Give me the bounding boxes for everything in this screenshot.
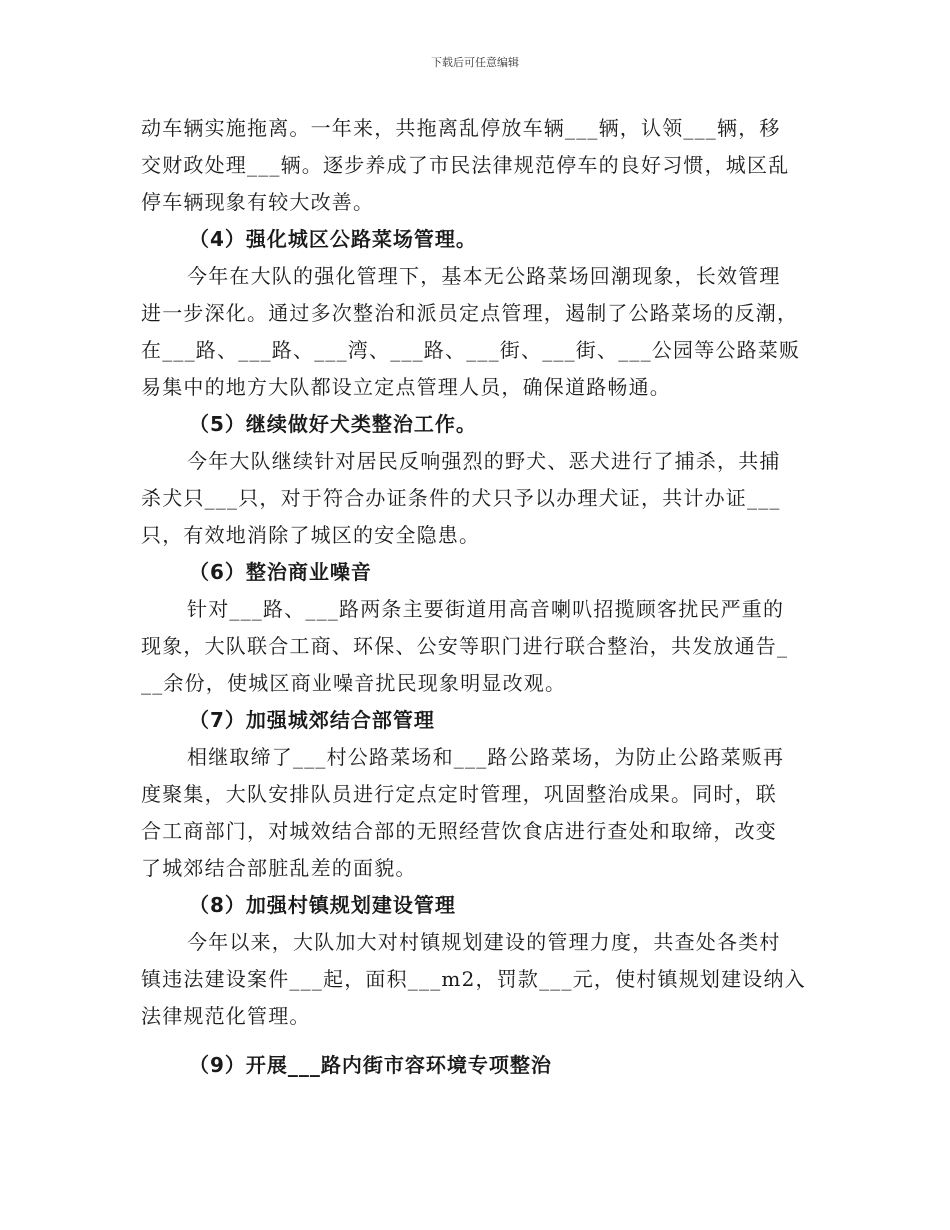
section-heading-4: （4）强化城区公路菜场管理。 bbox=[189, 227, 477, 251]
text-line: __余份，使城区商业噪音扰民现象明显改观。 bbox=[141, 671, 567, 695]
text-line: 今年大队继续针对居民反响强烈的野犬、恶犬进行了捕杀，共捕 bbox=[187, 449, 781, 473]
paragraph bbox=[141, 258, 811, 406]
text-line: 针对___路、___路两条主要街道用高音喇叭招揽顾客扰民严重的 bbox=[187, 597, 785, 621]
text-line: 只，有效地消除了城区的安全隐患。 bbox=[141, 523, 481, 547]
document-body bbox=[141, 110, 811, 1084]
paragraph bbox=[141, 739, 811, 887]
text-line: 进一步深化。通过多次整治和派员定点管理，遏制了公路菜场的反潮， bbox=[141, 301, 799, 325]
text-line: 法律规范化管理。 bbox=[141, 1004, 311, 1028]
text-line: 度聚集，大队安排队员进行定点定时管理，巩固整治成果。同时，联 bbox=[141, 782, 777, 806]
paragraph bbox=[141, 443, 811, 554]
section-heading-8: （8）加强村镇规划建设管理 bbox=[189, 893, 456, 917]
text-line: 合工商部门，对城效结合部的无照经营饮食店进行查处和取缔，改变 bbox=[141, 819, 777, 843]
text-line: 停车辆现象有较大改善。 bbox=[141, 190, 375, 214]
text-line: 今年在大队的强化管理下，基本无公路菜场回潮现象，长效管理 bbox=[187, 264, 781, 288]
text-line: 镇违法建设案件___起，面积___m2，罚款___元，使村镇规划建设纳入 bbox=[141, 967, 806, 991]
text-line: 了城郊结合部脏乱差的面貌。 bbox=[141, 856, 417, 880]
section-heading-6: （6）整治商业噪音 bbox=[189, 560, 372, 584]
text-line: 易集中的地方大队都设立定点管理人员，确保道路畅通。 bbox=[141, 375, 671, 399]
text-line: 现象，大队联合工商、环保、公安等职门进行联合整治，共发放通告_ bbox=[141, 634, 789, 658]
text-line: 动车辆实施拖离。一年来，共拖离乱停放车辆___辆，认领___辆，移 bbox=[141, 116, 781, 140]
text-line: 交财政处理___辆。逐步养成了市民法律规范停车的良好习惯，城区乱 bbox=[141, 153, 790, 177]
text-line: 杀犬只___只，对于符合办证条件的犬只予以办理犬证，共计办证___ bbox=[141, 486, 781, 510]
paragraph bbox=[141, 110, 811, 221]
section-heading-9: （9）开展___路内街市容环境专项整治 bbox=[189, 1053, 552, 1077]
paragraph bbox=[141, 591, 811, 702]
section-heading-7: （7）加强城郊结合部管理 bbox=[189, 708, 435, 732]
text-line: 相继取缔了___村公路菜场和___路公路菜场，为防止公路菜贩再 bbox=[187, 745, 785, 769]
paragraph bbox=[141, 924, 811, 1035]
text-line: 在___路、___路、___湾、___路、___街、___街、___公园等公路菜贩 bbox=[141, 338, 801, 362]
section-heading-5: （5）继续做好犬类整治工作。 bbox=[189, 412, 477, 436]
page-header: 下载后可任意编辑 bbox=[431, 56, 519, 69]
text-line: 今年以来，大队加大对村镇规划建设的管理力度，共查处各类村 bbox=[187, 930, 781, 954]
